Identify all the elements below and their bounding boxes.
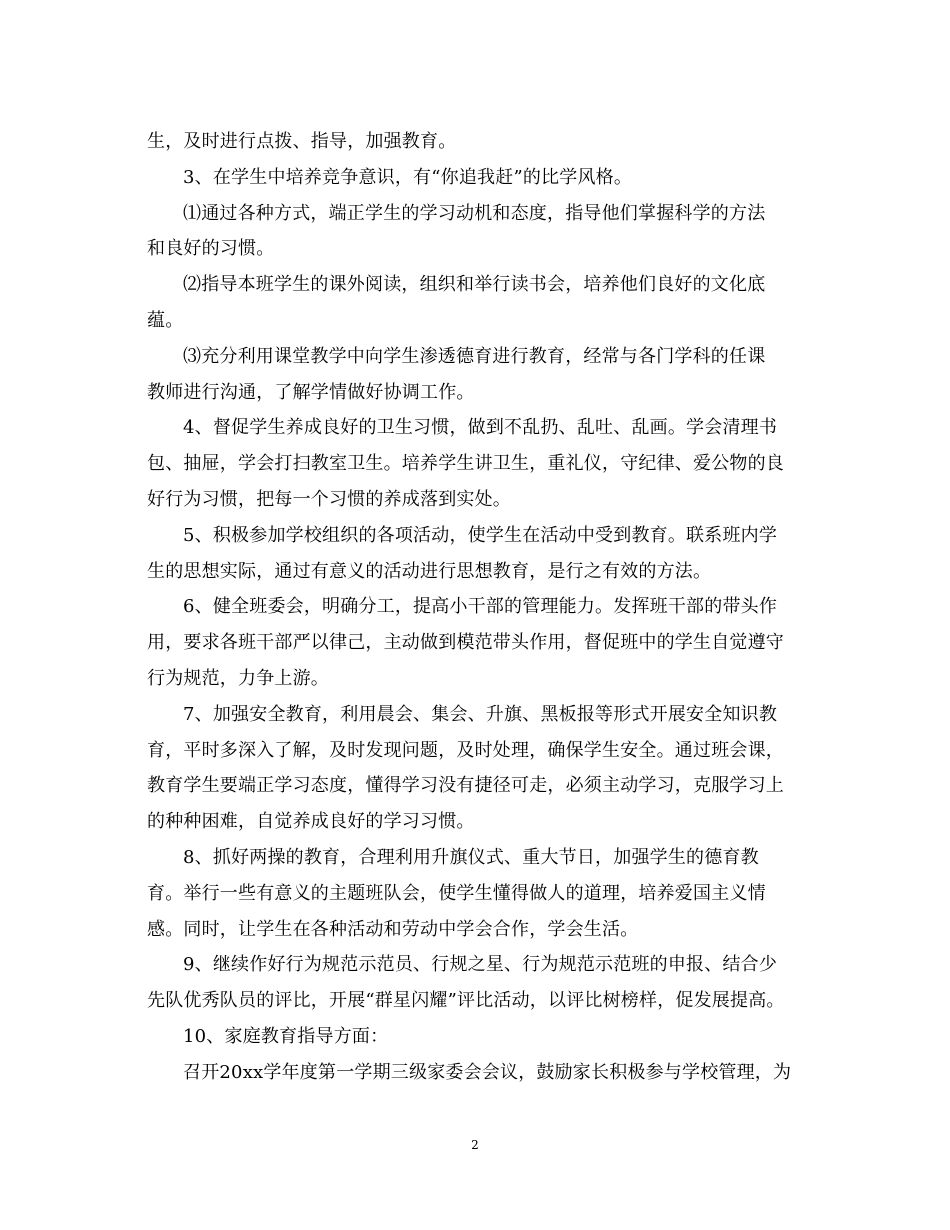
text-line: 7、加强安全教育，利用晨会、集会、升旗、黑板报等形式开展安全知识教 [183,703,778,725]
text-line: 育，平时多深入了解，及时发现问题，及时处理，确保学生安全。通过班会课， [147,739,784,761]
text-line: 蕴。 [147,309,184,331]
text-line: 好行为习惯，把每一个习惯的养成落到实处。 [147,488,511,510]
text-line: 9、继续作好行为规范示范员、行规之星、行为规范示范班的申报、结合少 [183,954,778,976]
text-line: 育。举行一些有意义的主题班队会，使学生懂得做人的道理，培养爱国主义情 [147,882,766,904]
text-line: 6、健全班委会，明确分工，提高小干部的管理能力。发挥班干部的带头作 [183,596,778,618]
text-line: ⑶充分利用课堂教学中向学生渗透德育进行教育，经常与各门学科的任课 [183,345,766,367]
text-line: 10、家庭教育指导方面： [183,1025,389,1047]
document-body [147,124,815,1091]
text-line: ⑴通过各种方式，端正学生的学习动机和态度，指导他们掌握科学的方法 [183,202,766,224]
text-line: 和良好的习惯。 [147,238,275,260]
text-line: ⑵指导本班学生的课外阅读，组织和举行读书会，培养他们良好的文化底 [183,274,766,296]
text-line: 5、积极参加学校组织的各项活动，使学生在活动中受到教育。联系班内学 [183,524,778,546]
text-line: 先队优秀队员的评比，开展“群星闪耀”评比活动，以评比树榜样，促发展提高。 [147,990,785,1012]
text-line: 感。同时，让学生在各种活动和劳动中学会合作，学会生活。 [147,918,639,940]
text-line: 召开20xx学年度第一学期三级家委会会议，鼓励家长积极参与学校管理，为 [183,1061,792,1083]
page-number: 2 [471,1138,479,1152]
text-line: 4、督促学生养成良好的卫生习惯，做到不乱扔、乱吐、乱画。学会清理书 [183,417,778,439]
text-line: 行为规范，力争上游。 [147,667,329,689]
text-line: 用，要求各班干部严以律己，主动做到模范带头作用，督促班中的学生自觉遵守 [147,632,784,654]
text-line: 包、抽屉，学会打扫教室卫生。培养学生讲卫生，重礼仪，守纪律、爱公物的良 [147,453,784,475]
text-line: 教育学生要端正学习态度，懂得学习没有捷径可走，必须主动学习，克服学习上 [147,775,784,797]
text-line: 3、在学生中培养竞争意识，有“你追我赶”的比学风格。 [183,166,633,188]
text-line: 生，及时进行点拨、指导，加强教育。 [147,131,457,152]
text-line: 的种种困难，自觉养成良好的学习习惯。 [147,811,475,833]
text-line: 8、抓好两操的教育，合理利用升旗仪式、重大节日，加强学生的德育教 [183,846,759,868]
text-line: 教师进行沟通，了解学情做好协调工作。 [147,381,475,403]
text-line: 生的思想实际，通过有意义的活动进行思想教育，是行之有效的方法。 [147,560,712,582]
